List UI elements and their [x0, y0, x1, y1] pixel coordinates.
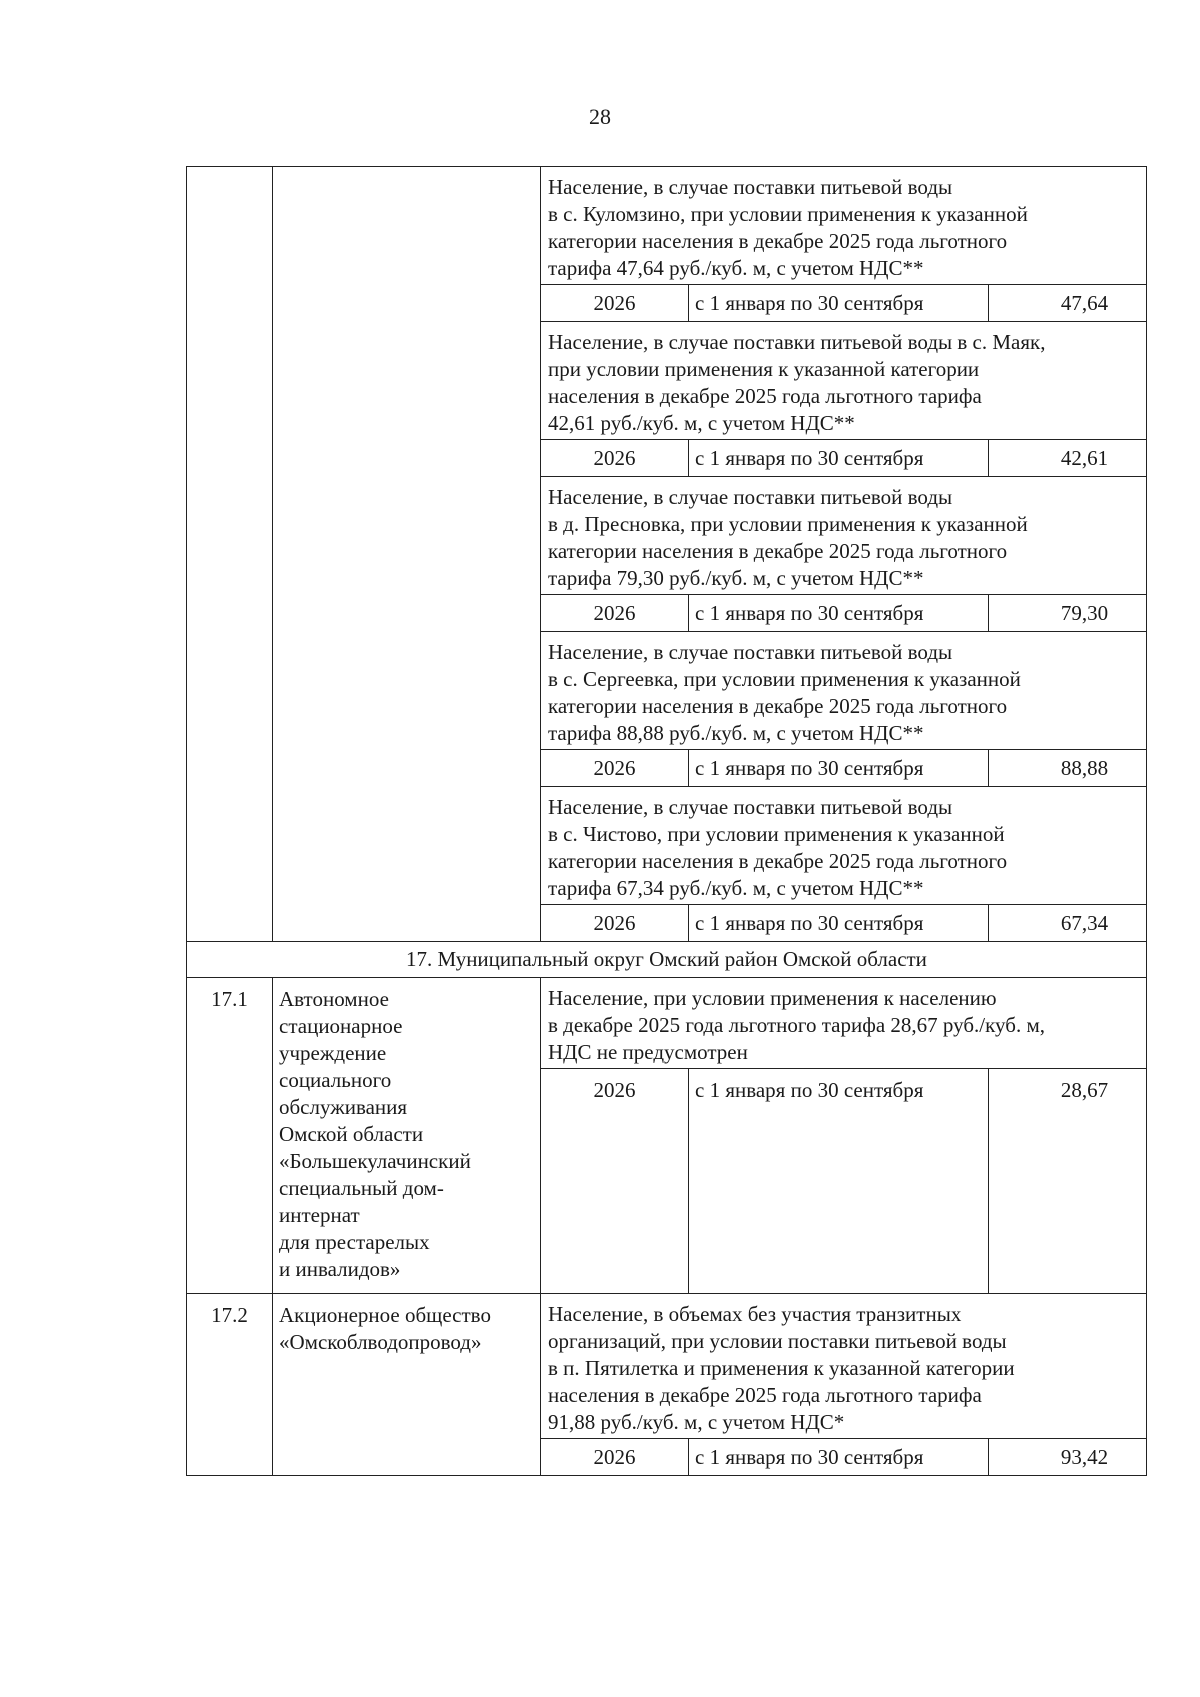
consumer-description [541, 978, 1147, 1069]
desc-line: категории населения в декабре 2025 года льготного [548, 849, 1008, 873]
desc-line: тарифа 79,30 руб./куб. м, с учетом НДС** [548, 566, 924, 590]
organization-name [273, 1294, 541, 1476]
desc-line: Население, в случае поставки питьевой воды [548, 795, 953, 819]
period-cell: с 1 января по 30 сентября [689, 905, 989, 942]
consumer-description [541, 167, 1147, 285]
desc-line: в д. Пресновка, при условии применения к указанной [548, 512, 1028, 536]
table-row [187, 167, 1147, 285]
page-number: 28 [589, 104, 611, 129]
desc-line: в с. Чистово, при условии применения к указанной [548, 822, 1005, 846]
org-line: учреждение [279, 1041, 387, 1065]
organization-name [273, 978, 541, 1294]
period-cell: с 1 января по 30 сентября [689, 440, 989, 477]
year-cell: 2026 [541, 1069, 689, 1294]
org-line: стационарное [279, 1014, 403, 1038]
desc-line: населения в декабре 2025 года льготного тарифа [548, 1383, 982, 1407]
period-cell: с 1 января по 30 сентября [689, 595, 989, 632]
desc-line: категории населения в декабре 2025 года льготного [548, 539, 1008, 563]
desc-line: тарифа 88,88 руб./куб. м, с учетом НДС** [548, 721, 924, 745]
org-line: «Большекулачинский [279, 1149, 471, 1173]
consumer-description [541, 787, 1147, 905]
org-line: Омской области [279, 1122, 424, 1146]
desc-line: Население, при условии применения к населению [548, 986, 997, 1010]
desc-line: в п. Пятилетка и применения к указанной категории [548, 1356, 1015, 1380]
year-cell: 2026 [541, 905, 689, 942]
tariff-value: 28,67 [989, 1069, 1147, 1294]
org-line: социального [279, 1068, 392, 1092]
num-cell [187, 167, 273, 942]
org-line: специальный дом- [279, 1176, 444, 1200]
desc-line: в с. Сергеевка, при условии применения к указанной [548, 667, 1021, 691]
year-cell: 2026 [541, 595, 689, 632]
desc-line: организаций, при условии поставки питьевой воды [548, 1329, 1007, 1353]
section-title: 17. Муниципальный округ Омский район Омской области [187, 942, 1147, 978]
desc-line: Население, в объемах без участия транзитных [548, 1302, 962, 1326]
desc-line: Население, в случае поставки питьевой воды [548, 175, 953, 199]
tariff-value: 93,42 [989, 1439, 1147, 1476]
desc-line: Население, в случае поставки питьевой воды в с. Маяк, [548, 330, 1046, 354]
year-cell: 2026 [541, 285, 689, 322]
desc-line: категории населения в декабре 2025 года льготного [548, 694, 1008, 718]
desc-line: в с. Куломзино, при условии применения к указанной [548, 202, 1028, 226]
tariff-value: 42,61 [989, 440, 1147, 477]
row-number: 17.2 [187, 1294, 273, 1476]
org-line: обслуживания [279, 1095, 408, 1119]
period-cell: с 1 января по 30 сентября [689, 1069, 989, 1294]
desc-line: Население, в случае поставки питьевой воды [548, 485, 953, 509]
desc-line: Население, в случае поставки питьевой воды [548, 640, 953, 664]
consumer-description [541, 477, 1147, 595]
org-line: Автономное [279, 987, 389, 1011]
period-cell: с 1 января по 30 сентября [689, 285, 989, 322]
table-row [187, 978, 1147, 1069]
org-line: Акционерное общество [279, 1303, 491, 1327]
row-number: 17.1 [187, 978, 273, 1294]
desc-line: 42,61 руб./куб. м, с учетом НДС** [548, 411, 855, 435]
org-line: интернат [279, 1203, 360, 1227]
desc-line: в декабре 2025 года льготного тарифа 28,67 руб./куб. м, [548, 1013, 1045, 1037]
tariff-value: 88,88 [989, 750, 1147, 787]
org-line: для престарелых [279, 1230, 430, 1254]
org-line: «Омскоблводопровод» [279, 1330, 482, 1354]
desc-line: населения в декабре 2025 года льготного тарифа [548, 384, 982, 408]
consumer-description [541, 1294, 1147, 1439]
consumer-description [541, 632, 1147, 750]
tariff-value: 79,30 [989, 595, 1147, 632]
consumer-description [541, 322, 1147, 440]
tariff-value: 47,64 [989, 285, 1147, 322]
table-row [187, 1294, 1147, 1439]
year-cell: 2026 [541, 1439, 689, 1476]
desc-line: при условии применения к указанной категории [548, 357, 980, 381]
year-cell: 2026 [541, 750, 689, 787]
desc-line: 91,88 руб./куб. м, с учетом НДС* [548, 1410, 845, 1434]
period-cell: с 1 января по 30 сентября [689, 750, 989, 787]
desc-line: тарифа 67,34 руб./куб. м, с учетом НДС** [548, 876, 924, 900]
org-cell [273, 167, 541, 942]
period-cell: с 1 января по 30 сентября [689, 1439, 989, 1476]
section-row [187, 942, 1147, 978]
desc-line: тарифа 47,64 руб./куб. м, с учетом НДС** [548, 256, 924, 280]
tariff-table [186, 166, 1147, 1476]
tariff-value: 67,34 [989, 905, 1147, 942]
desc-line: категории населения в декабре 2025 года льготного [548, 229, 1008, 253]
org-line: и инвалидов» [279, 1257, 401, 1281]
desc-line: НДС не предусмотрен [548, 1040, 748, 1064]
year-cell: 2026 [541, 440, 689, 477]
